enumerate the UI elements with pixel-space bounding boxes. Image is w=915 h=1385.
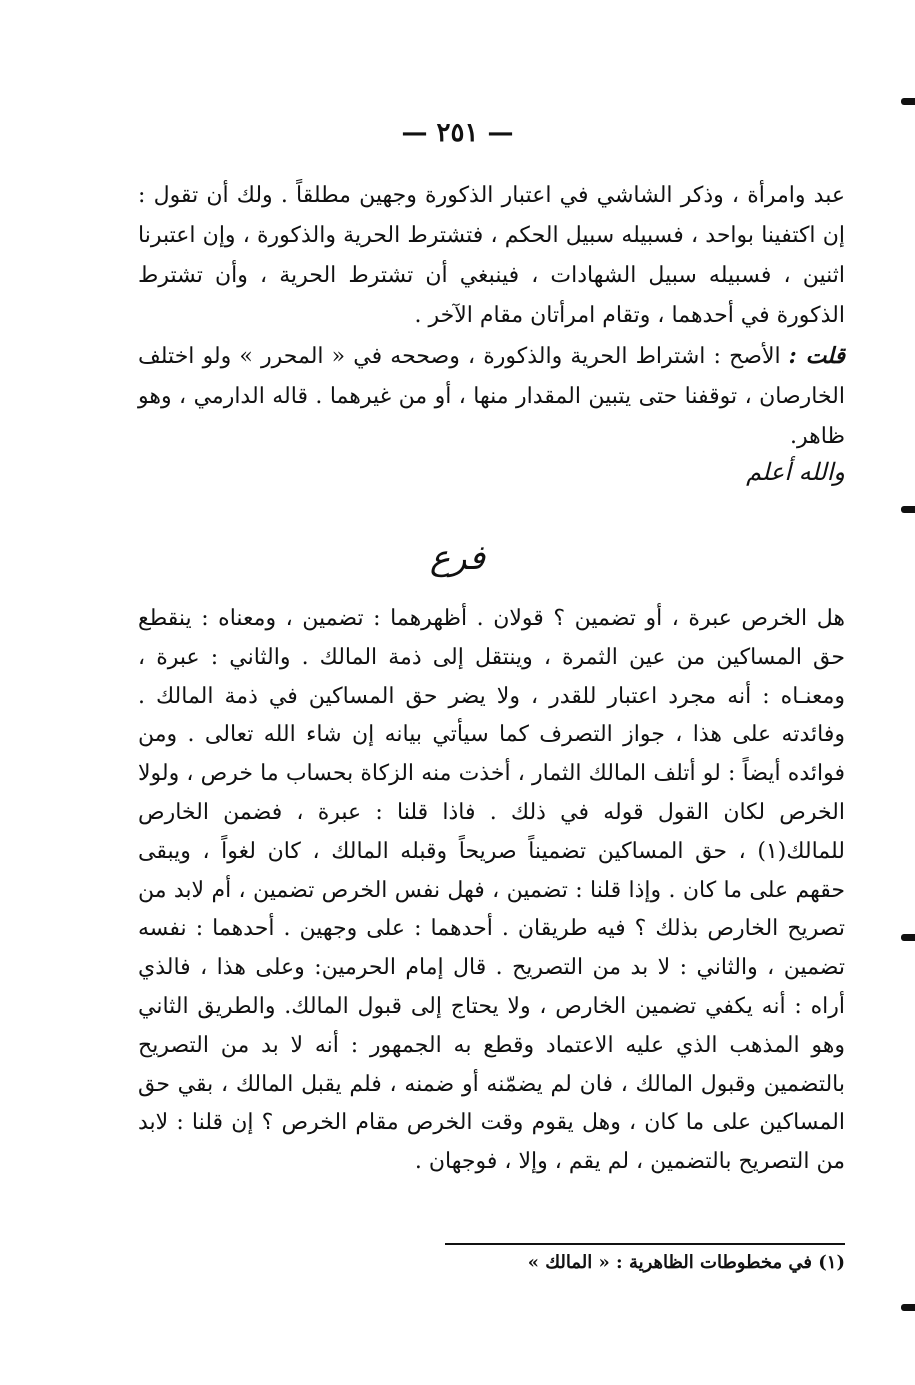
footnote-divider [445,1243,845,1245]
qult-text: الأصح : اشتراط الحرية والذكورة ، وصححه في « المحرر » ولو اختلف الخارصان ، توقفنا حتى يتبين المقدار منها ، أو من غيرهما . قاله الدارمي ، وهو ظاهر. [138,344,845,449]
signoff: والله أعلم [746,458,845,486]
footnote: (١) في مخطوطات الظاهرية : « المالك » [527,1252,845,1273]
edge-mark [901,1304,915,1311]
paragraph-1: عبد وامرأة ، وذكر الشاشي في اعتبار الذكورة وجهين مطلقاً . ولك أن تقول : إن اكتفينا بواحد ، فسبيله سبيل الحكم ، فتشترط الحرية والذكورة ، وإن اعتبرنا اثنين ، فسبيله سبيل الشهادات ، فينبغي أن تشترط الحرية ، وأن تشترط الذكورة في أحدهما ، وتقام امرأتان مقام الآخر . [138,183,845,328]
page-number: — ٢٥١ — [401,118,514,148]
paragraph-2: هل الخرص عبرة ، أو تضمين ؟ قولان . أظهرهما : تضمين ، ومعناه : ينقطع حق المساكين من عين الثمرة ، وينتقل إلى ذمة المالك . والثاني : عبرة ، ومعنـاه : أنه مجرد اعتبار للقدر ، ولا يضر حق المساكين في ذمة المالك . وفائدته على هذا ، جواز التصرف كما سيأتي بيانه إن شاء الله تعالى . ومن فوائده أيضاً : لو أتلف المالك الثمار ، أخذت منه الزكاة بحساب ما خرص ، ولولا الخرص لكان القول قوله في ذلك . فاذا قلنا : عبرة ، فضمن الخارص للمالك(١) ، حق المساكين تضميناً صريحاً وقبله المالك ، كان لغواً ، ويبقى حقهم على ما كان . وإذا قلنا : تضمين ، فهل نفس الخرص تضمين ، أم لابد من تصريح الخارص بذلك ؟ فيه طريقان . أحدهما : على وجهين . أحدهما : نفسه تضمين ، والثاني : لا بد من التصريح . قال إمام الحرمين: وعلى هذا ، فالذي أراه : أنه يكفي تضمين الخارص ، ولا يحتاج إلى قبول المالك. والطريق الثاني وهو المذهب الذي عليه الاعتماد وقطع به الجمهور : أنه لا بد من التصريح بالتضمين وقبول المالك ، فان لم يضمّنه أو ضمنه ، فلم يقبل المالك ، بقي حق المساكين على ما كان ، وهل يقوم وقت الخرص مقام الخرص ؟ إن قلنا : لابد من التصريح بالتضمين ، لم يقم ، وإلا ، فوجهان . [138,606,845,1175]
qult-label: قلت : [788,343,845,369]
edge-mark [901,98,915,105]
paragraph-1-block [138,176,845,457]
edge-mark [901,506,915,513]
edge-mark [901,934,915,941]
qult-paragraph [138,336,845,457]
section-heading: فرع [429,538,486,578]
paragraph-2-block [138,600,845,1182]
